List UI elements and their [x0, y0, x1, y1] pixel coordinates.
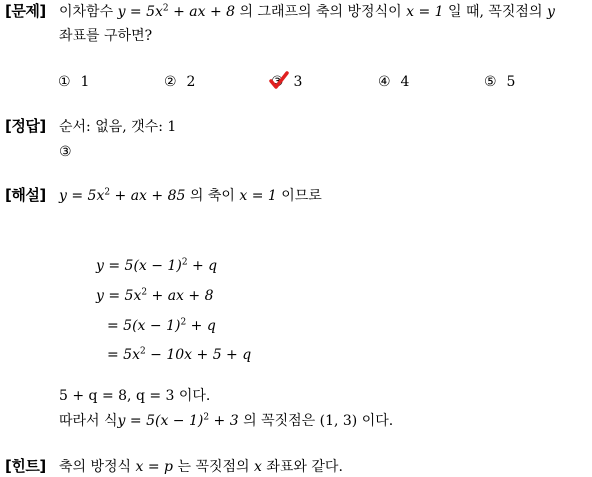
choice-1[interactable]: ① 1 [58, 74, 90, 90]
hint-tag: [힌트] [5, 457, 46, 475]
problem-statement-line2: 좌표를 구하면? [59, 28, 153, 44]
answer-tag: [정답] [5, 117, 46, 135]
derivation-line-2: $y = 5x^2$ + ax + 8 [96, 287, 214, 304]
derivation-line-1: $y = 5(x - 1)^2 + q$ [96, 257, 218, 274]
problem-text-pre: 이차함수 [59, 4, 114, 20]
conclusion-equation: $y = 5(x - 1)^2 + 3$ [117, 412, 239, 429]
problem-tag: [문제] [5, 2, 46, 20]
problem-statement-line1 [59, 2, 555, 22]
answer-value: ③ [59, 144, 72, 160]
problem-text-mid: 의 그래프의 축의 방정식이 [239, 4, 402, 20]
explanation-intro-equation: $y = 5x^2$ + ax + 85 [59, 187, 186, 204]
explanation-result: 5 + q = 8, q = 3 이다. [59, 388, 211, 404]
choice-5[interactable]: ⑤ 5 [484, 74, 516, 90]
choice-2[interactable]: ② 2 [164, 74, 196, 90]
answer-order-count: 순서: 없음, 갯수: 1 [59, 119, 177, 135]
problem-axis-condition: x = 1 [406, 4, 444, 20]
derivation-line-4: = $5x^2 - 10x + 5 + q$ [107, 346, 252, 363]
problem-text-post: 일 때, 꼭짓점의 [447, 4, 543, 20]
problem-variable: y [546, 4, 555, 20]
explanation-intro: $y = 5x^2$ + ax + 85 의 축이 x = 1 이므로 [59, 187, 322, 204]
derivation-line-3: = $5(x - 1)^2 + q$ [107, 317, 216, 334]
explanation-conclusion: 따라서 식$y = 5(x - 1)^2 + 3$ 의 꼭짓점은 (1, 3) 이다. [59, 412, 394, 429]
hint-text: 축의 방정식 x = p 는 꼭짓점의 x 좌표와 같다. [59, 459, 343, 475]
checkmark-icon [268, 70, 290, 92]
explanation-tag: [해설] [5, 186, 46, 204]
problem-equation: $y = 5x^2$ + ax + 8 [117, 3, 236, 20]
choice-4[interactable]: ④ 4 [378, 74, 410, 90]
choice-3[interactable]: ③ 3 [271, 74, 303, 90]
